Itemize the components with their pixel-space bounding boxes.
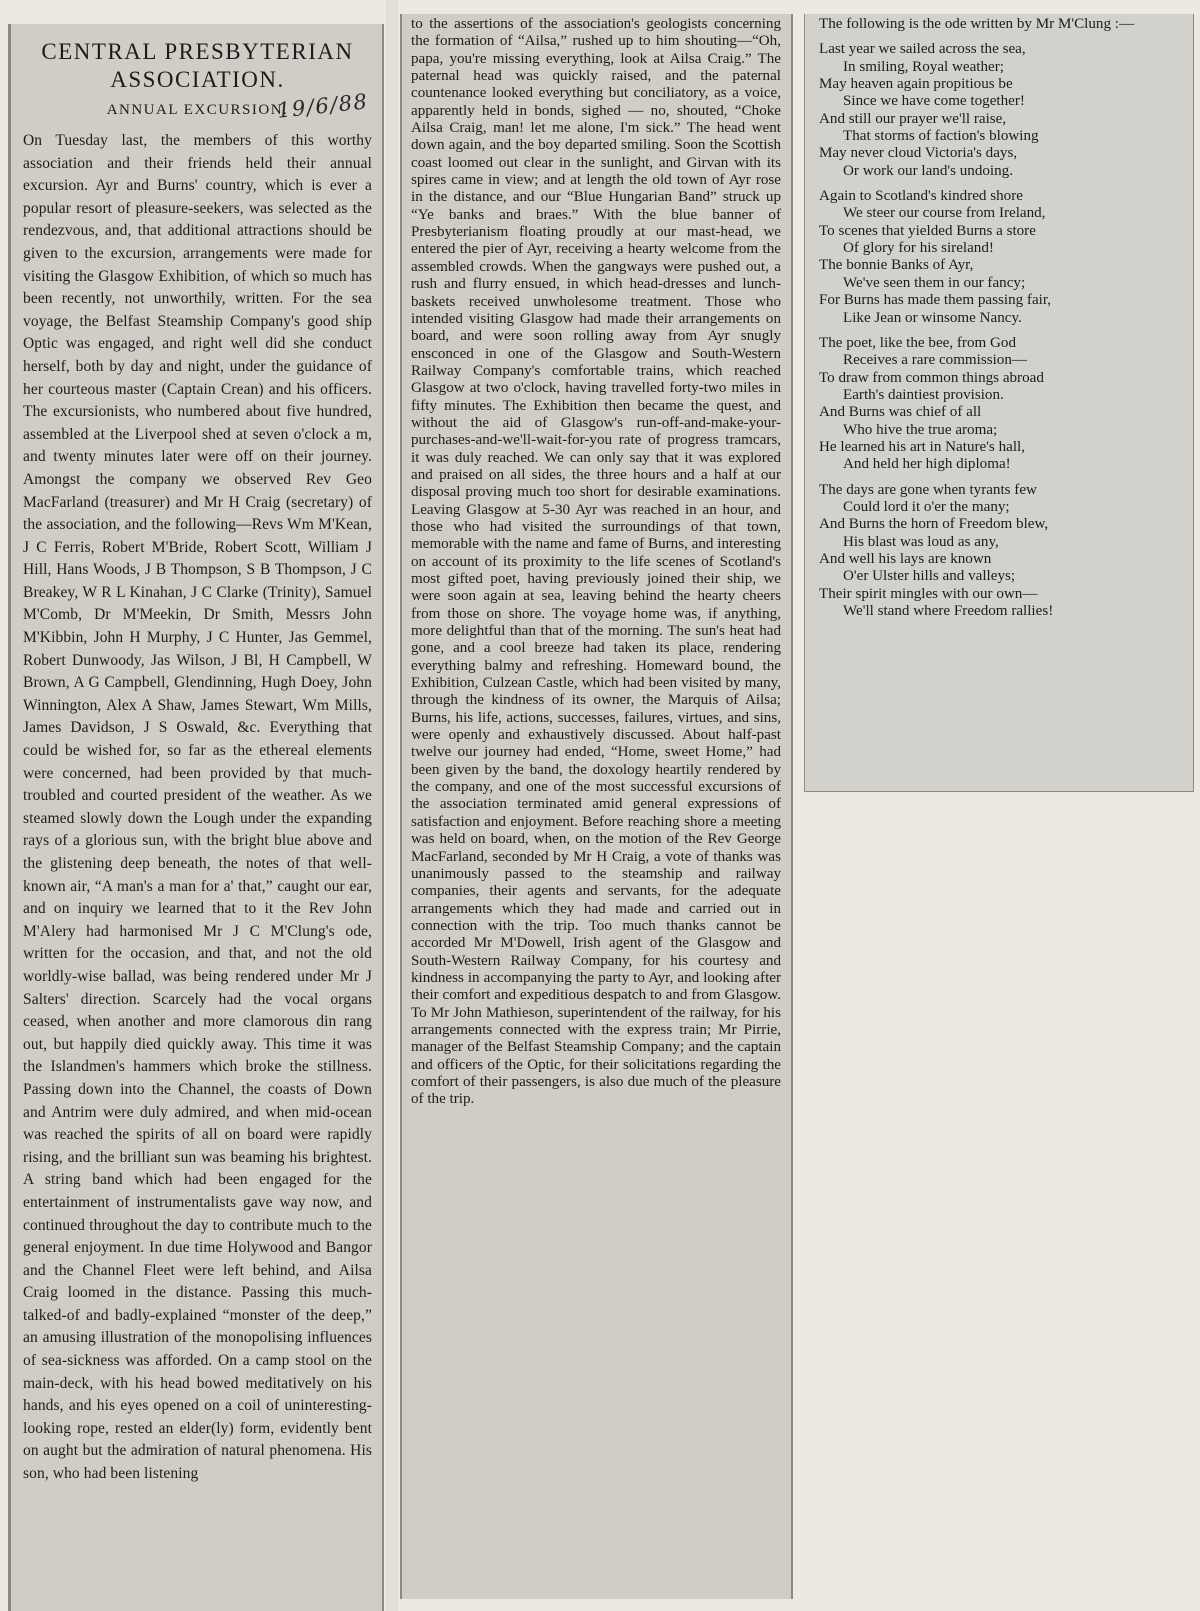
ode-line: And well his lays are known (819, 550, 992, 567)
ode-line: Like Jean or winsome Nancy. (843, 309, 1022, 326)
ode-line: For Burns has made them passing fair, (819, 292, 1052, 309)
ode-line: He learned his art in Nature's hall, (819, 438, 1025, 455)
ode-line: Last year we sailed across the sea, (819, 41, 1026, 58)
ode-stanza-1 (819, 41, 1185, 180)
subheading (23, 89, 372, 126)
ode-line: Or work our land's undoing. (843, 162, 1013, 179)
ode-line: Earth's daintiest provision. (843, 386, 1004, 403)
ode-stanza-2 (819, 188, 1185, 327)
ode-line: O'er Ulster hills and valleys; (843, 568, 1016, 585)
ode-line: To draw from common things abroad (819, 369, 1044, 386)
page-fold (386, 0, 398, 1611)
handwritten-date: 19/6/88 (275, 89, 370, 123)
ode-line: We've seen them in our fancy; (843, 274, 1026, 291)
clipping-ode (804, 14, 1194, 792)
ode-line: Their spirit mingles with our own— (819, 585, 1038, 602)
ode-line: We'll stand where Freedom rallies! (843, 603, 1054, 619)
clipping-column-2 (400, 14, 793, 1599)
ode-line: Could lord it o'er the many; (843, 498, 1010, 515)
ode-line: And Burns the horn of Freedom blew, (819, 516, 1049, 533)
headline-line-2: ASSOCIATION. (110, 67, 285, 92)
ode-stanza-3 (819, 335, 1185, 474)
article-body-column-2: to the assertions of the association's geologists concerning the formation of “Ailsa,” rushed up to him shouting—“Oh, papa, you're missing everything, look at Ailsa Craig.” The paternal head was quickly raised, and the paternal countenance looked everything but conciliatory, as a voice, apparently held in bonds, sighed — no, shouted, “Choke Ailsa Craig, man! let me alone, I'm sick.” The head went down again, and the boy departed smiling. Soon the Scottish coast loomed out clear in the sunlight, and Girvan with its spires came in view; and at length the old town of Ayr rose in the distance, and our “Blue Hungarian Band” struck up “Ye banks and braes.” With the blue banner of Presbyterianism floating proudly at our mast-head, we entered the pier of Ayr, receiving a hearty welcome from the assembled crowds. When the gangways were pushed out, a rush and flurry ensued, in which head-dresses and lunch-baskets received unwholesome treatment. Those who intended visiting Glasgow had made their arrangements on board, and were soon rolling away from Ayr snugly ensconced in one of the Glasgow and South-Western Railway Company's comfortable trains, which reached Glasgow at two o'clock, having travelled forty-two miles in fifty minutes. The Exhibition then became the quest, and without the aid of Glasgow's run-off-and-make-your-purchases-and-we'll-wait-for-you rate of progress tramcars, it was duly reached. We can only say that it was explored and praised on all sides, the three hours and a half at our disposal proving much too short for desirable examinations. Leaving Glasgow at 5-30 Ayr was reached in an hour, and those who had visited the surroundings of that town, memorable with the name and fame of Burns, and interesting on account of its proximity to the life scenes of Scotland's most gifted poet, having previously joined their ship, we were soon again at sea, leaving behind the hearty cheers from those on shore. The voyage home was, if anything, more delightful than that of the morning. The sun's heat had gone, and a cool breeze had taken its place, rendering everything balmy and refreshing. Homeward bound, the Exhibition, Culzean Castle, which had been visited by many, through the kindness of its owner, the Marquis of Ailsa; Burns, his life, actions, successes, failures, virtues, and sins, were openly and exhaustively discussed. About half-past twelve our journey had ended, “Home, sweet Home,” had been given by the band, the doxology heartily rendered by the company, and one of the most successful excursions of the association terminated amid general expressions of satisfaction and enjoyment. Before reaching shore a meeting was held on board, when, on the motion of the Rev George MacFarland, seconded by Mr H Craig, a vote of thanks was unanimously passed to the steamship and railway companies, their agents and servants, for the adequate arrangements which they had made and carried out in connection with the trip. Too much thanks cannot be accorded Mr M'Dowell, Irish agent of the Glasgow and South-Western Railway Company, for his courtesy and kindness in accompanying the party to Ayr, and looking after their comfort and expeditious despatch to and from Glasgow. To Mr John Mathieson, superintendent of the railway, for his arrangements connected with the express train; Mr Pirrie, manager of the Belfast Steamship Company; and the captain and officers of the Optic, for their solicitations regarding the comfort of their passengers, is also due much of the pleasure of the trip. (411, 16, 781, 1108)
ode-poem (819, 41, 1185, 620)
ode-line: To scenes that yielded Burns a store (819, 222, 1036, 239)
headline (23, 38, 372, 94)
ode-line: Of glory for his sireland! (843, 240, 994, 257)
ode-stanza-4 (819, 482, 1185, 621)
ode-line: That storms of faction's blowing (843, 128, 1039, 145)
ode-line: Since we have come together! (843, 93, 1025, 110)
ode-intro: The following is the ode written by Mr M'Clung :— (819, 16, 1135, 32)
ode-line: Again to Scotland's kindred shore (819, 188, 1023, 205)
ode-line: May never cloud Victoria's days, (819, 145, 1018, 162)
ode-line: The poet, like the bee, from God (819, 334, 1016, 351)
ode-line: The bonnie Banks of Ayr, (819, 257, 974, 274)
ode-line: And still our prayer we'll raise, (819, 110, 1007, 127)
subheading-text: ANNUAL EXCURSION. (106, 102, 289, 118)
ode-line: May heaven again propitious be (819, 76, 1013, 93)
ode-line: Who hive the true aroma; (843, 421, 998, 438)
clipping-column-1 (8, 24, 384, 1611)
headline-line-1: CENTRAL PRESBYTERIAN (41, 39, 354, 64)
ode-line: And Burns was chief of all (819, 404, 982, 421)
ode-line: And held her high diploma! (843, 456, 1011, 473)
ode-line: His blast was loud as any, (843, 533, 999, 550)
ode-line: We steer our course from Ireland, (843, 205, 1046, 222)
ode-line: In smiling, Royal weather; (843, 58, 1004, 75)
ode-line: Receives a rare commission— (843, 352, 1027, 369)
article-body-column-1: On Tuesday last, the members of this worthy association and their friends held their annual excursion. Ayr and Burns' country, which is ever a popular resort of pleasure-seekers, was selected as the rendezvous, and, that additional attractions should be given to the excursion, arrangements were made for visiting the Glasgow Exhibition, of which so much has been recently, not unworthily, written. For the sea voyage, the Belfast Steamship Company's good ship Optic was engaged, and right well did she conduct herself, both by day and night, under the guidance of her courteous master (Captain Crean) and his officers. The excursionists, who numbered about five hundred, assembled at the Liverpool shed at seven o'clock a m, and twenty minutes later were off on their journey. Amongst the company we observed Rev Geo MacFarland (treasurer) and Mr H Craig (secretary) of the association, and the following—Revs Wm M'Kean, J C Ferris, Robert M'Bride, Robert Scott, William J Hill, Hans Woods, J B Thompson, S B Thompson, J C Breakey, W R L Kinahan, J C Clarke (Trinity), Samuel M'Comb, Dr M'Meekin, Dr Smith, Messrs John M'Kibbin, John H Murphy, J C Hunter, Jas Gemmel, Robert Dunwoody, Jas Wilson, J Bl, H Campbell, W Brown, A G Campbell, Glendinning, Hugh Doey, John Winnington, Alex A Shaw, James Stewart, Wm Mills, James Davidson, J S Oswald, &c. Everything that could be wished for, so far as the ethereal elements were concerned, had been provided by that much-troubled and courted president of the weather. As we steamed slowly down the Lough under the expanding rays of a glorious sun, with the bright blue above and the glistening deep beneath, the notes of that well-known air, “A man's a man for a' that,” caught our ear, and on inquiry we learned that to it the Rev John M'Alery had harmonised Mr J C M'Clung's ode, written for the occasion, and that, and not the old worldly-wise ballad, was being rendered under Mr J Salters' direction. Scarcely had the vocal organs ceased, when another and more clamorous din rang out, but happily died quickly away. This time it was the Islandmen's hammers which broke the stillness. Passing down into the Channel, the coasts of Down and Antrim were duly admired, and when mid-ocean was reached the spirits of all on board were rapidly rising, and the brilliant sun was beaming his brightest. A string band which had been engaged for the entertainment of instrumentalists gave way now, and continued throughout the day to contribute much to the general enjoyment. In due time Holywood and Bangor and the Channel Fleet were left behind, and Ailsa Craig loomed in the distance. Passing this much-talked-of and badly-explained “monster of the deep,” an amusing illustration of the monopolising influences of sea-sickness was afforded. On a camp stool on the main-deck, with his head bowed meditatively on his hands, and his eyes opened on a coil of uninteresting-looking rope, rested an elder(ly) form, evidently bent on aught but the admiration of natural phenomena. His son, who had been listening (23, 132, 372, 1483)
ode-line: The days are gone when tyrants few (819, 481, 1037, 498)
